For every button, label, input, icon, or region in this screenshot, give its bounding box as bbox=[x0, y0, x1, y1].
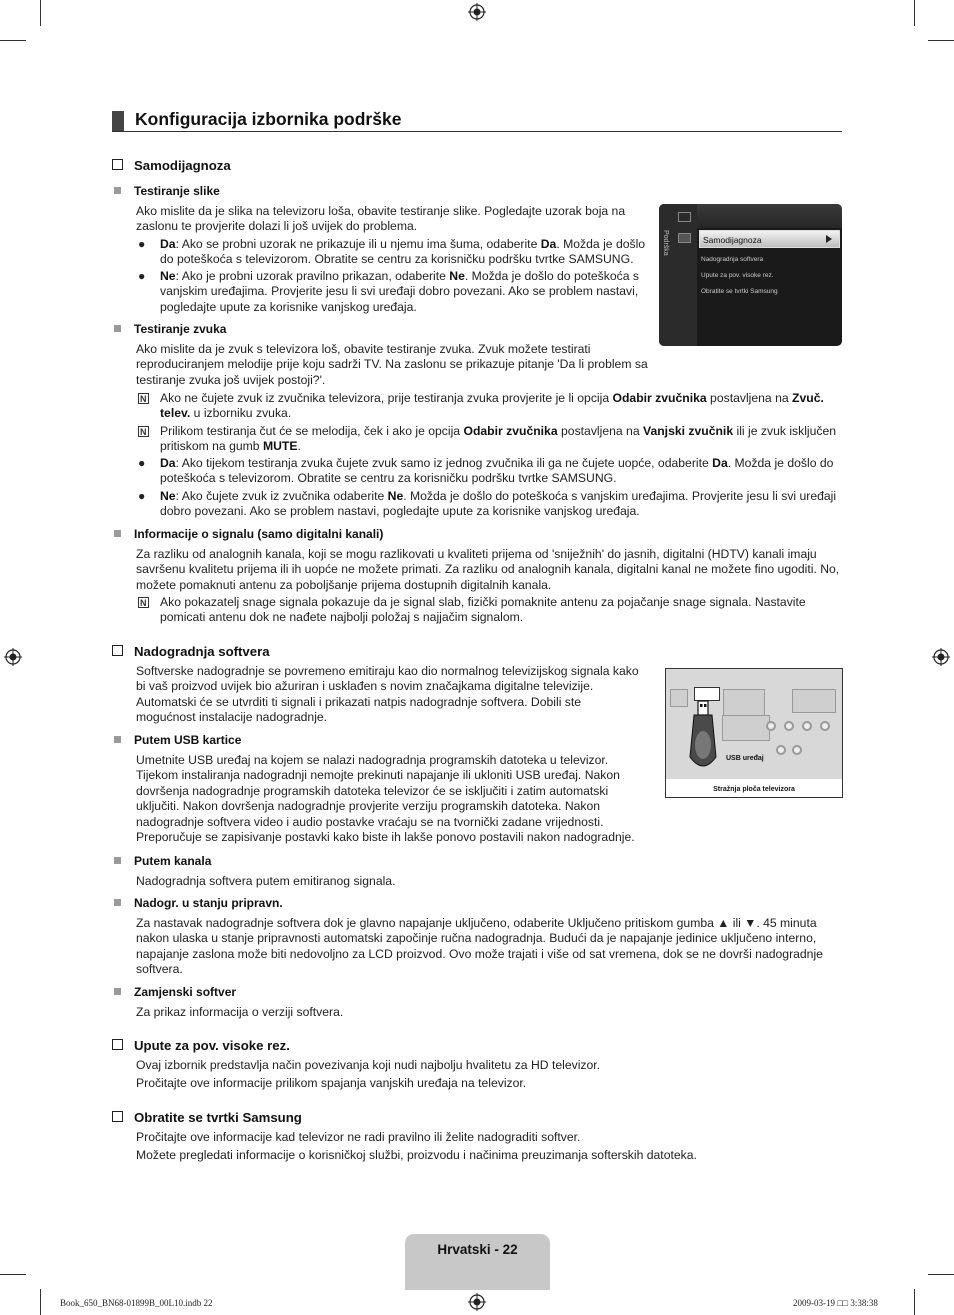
rca-jack bbox=[766, 721, 776, 731]
obratite-line-1: Pročitajte ove informacije kad televizor ne radi pravilno ili želite nadograditi softver. bbox=[136, 1130, 581, 1144]
crop-mark bbox=[914, 0, 915, 26]
hdmi-port bbox=[723, 689, 765, 717]
menu-sidebar bbox=[659, 204, 697, 346]
menu-item[interactable]: Nadogradnja softvera bbox=[701, 256, 764, 263]
rca-jack bbox=[820, 721, 830, 731]
menu-item[interactable]: Upute za pov. visoke rez. bbox=[701, 272, 774, 279]
print-slug-right: 2009-03-19 □□ 3:38:38 bbox=[793, 1298, 878, 1308]
slika-intro: Ako mislite da je slika na televizoru loša, obavite testiranje slike. Pogledajte uzorak boja na zaslonu te provjerite dolazi li još uvijek do problema. bbox=[136, 204, 626, 234]
registration-mark-icon bbox=[468, 1293, 486, 1311]
usb-device-label: USB uređaj bbox=[726, 755, 764, 762]
menu-topbar bbox=[697, 204, 842, 228]
usb-text: Umetnite USB uređaj na kojem se nalazi nadogradnja programskih datoteka u televizor. Tijekom instaliranja nadogradnji nemojte prekinuti napajanje ili ukloniti USB uređaj. Nakon dovršenja nadogradnje programskih datoteka televizor će se isključiti i zatim automatski uključiti. Nakon dovršenja nadogradnje provjerite verziju programskih datoteka. Nakon nadogradnje softvera video i audio postavke vraćaju se na tvornički zadane vrijednosti. Preporučuje se zapisivanje postavki kako biste ih lakše ponovo postavili nakon nadogradnje. bbox=[136, 753, 635, 845]
menu-support-icon bbox=[678, 233, 691, 243]
note-icon bbox=[138, 426, 149, 437]
sub-usb: Putem USB kartice bbox=[114, 733, 241, 748]
crop-mark bbox=[0, 40, 26, 41]
section-nadogradnja: Nadogradnja softvera bbox=[112, 643, 270, 660]
sub-pripravnost: Nadogr. u stanju pripravn. bbox=[114, 896, 283, 911]
sub-testiranje-slike: Testiranje slike bbox=[114, 184, 220, 199]
crop-mark bbox=[914, 1289, 915, 1315]
sub-putem-kanala: Putem kanala bbox=[114, 854, 211, 869]
usb-stick-icon bbox=[686, 697, 720, 777]
panel-caption: Stražnja ploča televizora bbox=[713, 786, 795, 793]
obratite-line-2: Možete pregledati informacije o korisničkoj službi, proizvodu i načinima preuzimanja softerskih datoteka. bbox=[136, 1148, 697, 1162]
upute-line-1: Ovaj izbornik predstavlja način povezivanja koji nudi najbolju hvalitetu za HD televizor. bbox=[136, 1058, 601, 1072]
sub-testiranje-zvuka: Testiranje zvuka bbox=[114, 322, 226, 337]
crop-mark bbox=[928, 1274, 954, 1275]
slika-ne-item: ● Ne: Ako je probni uzorak pravilno prikazan, odaberite Ne. Možda je došlo do poteškoća s vanjskim uređajima. Provjerite jesu li svi uređaji dobro povezani. Ako se problem nastavi, pogledajte upute za korisnike vanjskog uređaja. bbox=[138, 269, 640, 314]
zvuk-note-1: N Ako ne čujete zvuk iz zvučnika televizora, prije testiranja zvuka provjerite je li opcija Odabir zvučnika postavljena na Zvuč. telev. u izborniku zvuka. bbox=[138, 391, 842, 422]
menu-channel-icon bbox=[678, 212, 691, 222]
square-bullet-icon bbox=[114, 736, 121, 743]
crop-mark bbox=[928, 40, 954, 41]
title-marker bbox=[112, 111, 124, 131]
tv-back-panel-illustration bbox=[665, 668, 843, 798]
zvuk-note-2: N Prilikom testiranja čut će se melodija, ček i ako je opcija Odabir zvučnika postavljena na Vanjski zvučnik ili je zvuk isključen pritiskom na gumb MUTE. bbox=[138, 424, 842, 455]
sub-informacije-signal: Informacije o signalu (samo digitalni kanali) bbox=[114, 527, 383, 542]
rca-jack bbox=[792, 745, 802, 755]
page-number: Hrvatski - 22 bbox=[437, 1242, 518, 1257]
rca-jack bbox=[784, 721, 794, 731]
scart-port bbox=[722, 715, 770, 741]
crop-mark bbox=[0, 1274, 26, 1275]
crop-mark bbox=[40, 1289, 41, 1315]
registration-mark-icon bbox=[468, 3, 486, 21]
signal-note: N Ako pokazatelj snage signala pokazuje da je signal slab, fizički pomaknite antenu za pojačanje snage signala. Nastavite pomicati antenu dok ne nađete najbolji položaj s najjačim signalom. bbox=[138, 595, 842, 626]
checkbox-icon bbox=[112, 1039, 123, 1050]
menu-item[interactable]: Obratite se tvrtki Samsung bbox=[701, 288, 778, 295]
print-slug-left: Book_650_BN68-01899B_00L10.indb 22 bbox=[60, 1298, 213, 1308]
note-icon bbox=[138, 393, 149, 404]
registration-mark-icon bbox=[932, 648, 950, 666]
menu-vertical-label: Podrška bbox=[662, 230, 669, 256]
zamjenski-text: Za prikaz informacija o verziji softvera. bbox=[136, 1005, 344, 1019]
zvuk-intro: Ako mislite da je zvuk s televizora loš, obavite testiranje zvuka. Zvuk možete testirati reproduciranjem melodije prije koju sadrži TV. Na zaslonu se prikazuje pitanje 'Da li problem sa testiranje zvuka još uvijek postoji?'. bbox=[136, 342, 648, 387]
title-rule bbox=[112, 131, 842, 132]
section-upute: Upute za pov. visoke rez. bbox=[112, 1037, 290, 1054]
note-icon bbox=[138, 597, 149, 608]
pripravnost-text: Za nastavak nadogradnje softvera dok je glavno napajanje uključeno, odaberite Uključeno pritiskom gumba ▲ ili ▼. 45 minuta nakon ulaska u stanje pripravnosti automatski započinje ručna nadogradnja. Budući da je napajanje jedinice uključeno interno, napajanje zaslona može biti nedovoljno za LCD proizvod. Ovo može trajati i više od sat vremena, dok se ne dovrši nadogradnje softvera. bbox=[136, 916, 823, 977]
pc-port bbox=[792, 689, 836, 713]
arrow-right-icon bbox=[826, 235, 832, 243]
rca-jack bbox=[776, 745, 786, 755]
square-bullet-icon bbox=[114, 857, 121, 864]
sub-zamjenski: Zamjenski softver bbox=[114, 985, 236, 1000]
menu-selected-item[interactable]: Samodijagnoza bbox=[699, 230, 840, 248]
upute-line-2: Pročitajte ove informacije prilikom spajanja vanjskih uređaja na televizor. bbox=[136, 1076, 527, 1090]
square-bullet-icon bbox=[114, 899, 121, 906]
registration-mark-icon bbox=[4, 648, 22, 666]
nadogradnja-intro: Softverske nadogradnje se povremeno emitiraju kao dio normalnog televizijskog signala kako bi vaš proizvod uvijek bio ažuriran i usklađen s novim značajkama digitalne televizije. Automatski će se utvrditi ti signali i prikazati natpis nadogradnje softvera. Dobili ste mogućnost instalacije nadogradnje. bbox=[136, 664, 639, 725]
square-bullet-icon bbox=[114, 530, 121, 537]
support-menu-screenshot bbox=[659, 204, 842, 346]
page-title: Konfiguracija izbornika podrške bbox=[135, 109, 402, 129]
square-bullet-icon bbox=[114, 988, 121, 995]
zvuk-ne-item: ● Ne: Ako čujete zvuk iz zvučnika odaberite Ne. Možda je došlo do poteškoća s vanjskim uređajima. Provjerite jesu li svi uređaji dobro povezani. Ako se problem nastavi, pogledajte upute za korisnike vanjskog uređaja. bbox=[138, 489, 837, 519]
checkbox-icon bbox=[112, 159, 123, 170]
signal-intro: Za razliku od analognih kanala, koji se mogu razlikovati u kvaliteti prijema od 'sniježnih' do jasnih, digitalni (HDTV) kanali imaju savršenu kvalitetu prijema ili ih uopće ne možete primati. Za razliku od analognih kanala, digitalni kanal ne možete fino ugoditi. No, možete pomaknuti antenu za poboljšanje prijema dostupnih digitalnih kanala. bbox=[136, 547, 840, 592]
zvuk-da-item: ● Da: Ako tijekom testiranja zvuka čujete zvuk samo iz jednog zvučnika ili ga ne čujete uopće, odaberite Da. Možda je došlo do poteškoća s televizorom. Obratite se centru za korisničku podršku tvrtke SAMSUNG. bbox=[138, 456, 834, 486]
checkbox-icon bbox=[112, 645, 123, 656]
square-bullet-icon bbox=[114, 187, 121, 194]
section-samodijagnoza: Samodijagnoza bbox=[112, 157, 231, 174]
square-bullet-icon bbox=[114, 325, 121, 332]
crop-mark bbox=[40, 0, 41, 26]
slika-da-item: ● Da: Ako se probni uzorak ne prikazuje ili u njemu ima šuma, odaberite Da. Možda je došlo do poteškoća s televizorom. Obratite se centru za korisničku podršku tvrtke SAMSUNG. bbox=[138, 237, 646, 267]
kanal-text: Nadogradnja softvera putem emitiranog signala. bbox=[136, 874, 396, 888]
checkbox-icon bbox=[112, 1111, 123, 1122]
section-obratite: Obratite se tvrtki Samsung bbox=[112, 1109, 302, 1126]
rca-jack bbox=[802, 721, 812, 731]
